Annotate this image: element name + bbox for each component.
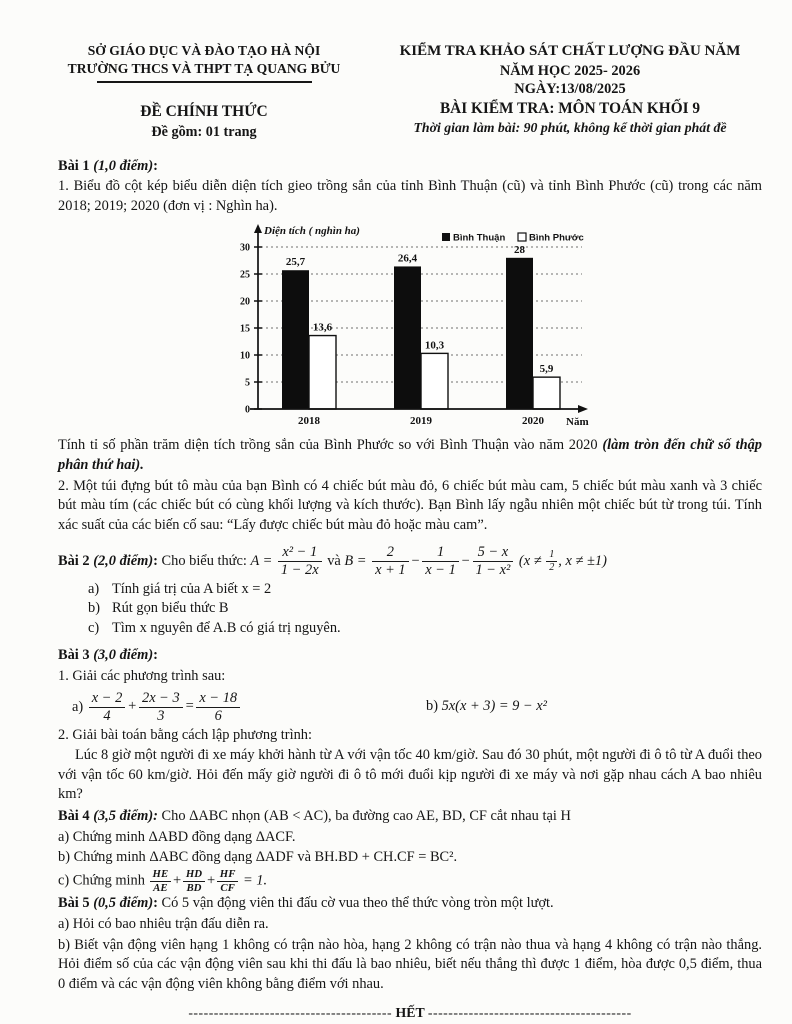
svg-text:25: 25: [240, 269, 250, 281]
fraction-3a2-den: 3: [139, 707, 183, 724]
header-left-block: [36, 42, 372, 143]
bai2-item-b: [88, 599, 762, 619]
fraction-B1-num: 2: [386, 544, 394, 561]
bai2-heading-line: [58, 545, 762, 578]
fraction-half-den: 2: [546, 561, 557, 573]
fraction-3a1: [89, 691, 126, 724]
svg-text:10,3: 10,3: [424, 339, 445, 352]
section-bai4: [58, 807, 762, 893]
fraction-B3-den: 1 − x²: [473, 561, 514, 578]
bai3-question1: 1. Giải các phương trình sau:: [58, 667, 226, 684]
svg-text:Diện tích ( nghìn ha): Diện tích ( nghìn ha): [264, 225, 360, 238]
bai1-question1: 1. Biểu đồ cột kép biểu diễn diện tích gieo trồng sắn của tỉnh Bình Thuận (cũ) và tỉnh Bình Phước (cũ) trong các năm 2018; 2019; 2020 (đơn vị : Nghìn ha).: [58, 178, 762, 214]
bai2-item-b-text: Rút gọn biểu thức B: [112, 600, 229, 617]
header-underline: [97, 81, 312, 83]
fraction-A: [278, 545, 322, 578]
end-marker: [58, 1004, 762, 1023]
fraction-B3-num: 5 − x: [477, 544, 509, 561]
fraction-3a3-den: 6: [196, 707, 240, 724]
bai4-label: Bài 4: [58, 808, 94, 825]
section-bai2: [58, 545, 762, 638]
fraction-3a2-num: 2x − 3: [142, 689, 180, 706]
fraction-3a1-den: 4: [89, 707, 126, 724]
official-exam-label: ĐỀ CHÍNH THỨC: [140, 103, 268, 121]
bai4-tail: = 1.: [239, 872, 268, 889]
bai4-plus1: +: [172, 872, 182, 889]
fraction-4c1: [150, 869, 172, 894]
formula-A-lhs: A =: [250, 553, 276, 570]
bai3-eq-a: [72, 691, 242, 724]
fraction-B2-den: x − 1: [422, 561, 459, 578]
svg-text:15: 15: [240, 323, 250, 335]
svg-text:26,4: 26,4: [397, 252, 418, 265]
fraction-B1-den: x + 1: [372, 561, 409, 578]
fraction-3a1-num: x − 2: [91, 689, 123, 706]
fraction-4c2-den: BD: [183, 881, 205, 894]
bai2-items: [58, 580, 762, 639]
fraction-3a3-num: x − 18: [199, 689, 238, 706]
bai2-item-a-tag: a): [88, 580, 100, 597]
svg-text:20: 20: [240, 296, 250, 308]
fraction-A-num: x² − 1: [282, 544, 318, 561]
svg-text:2020: 2020: [522, 415, 544, 428]
bai2-item-c-tag: c): [88, 619, 100, 636]
bai2-label: Bài 2: [58, 553, 94, 570]
bai2-item-a: [88, 580, 762, 600]
bai1-question2: 2. Một túi đựng bút tô màu của bạn Bình có 4 chiếc bút màu đỏ, 6 chiếc bút màu cam, 5 chiếc bút màu xanh và 3 chiếc bút màu tím (các chiếc bút có cùng khối lượng và kích thước). Bạn Bình lấy ngẫu nhiên một chiếc bút từ trong túi. Tính xác suất của các biến cố sau: “Lấy được chiếc bút màu đỏ hoặc màu cam”.: [58, 477, 762, 533]
bai2-intro: Cho biểu thức:: [161, 553, 251, 570]
bai3-points: (3,0 điểm): [93, 647, 154, 664]
exam-duration: Thời gian làm bài: 90 phút, không kể thời gian phát đề: [413, 119, 727, 135]
bai5-item-b: b) Biết vận động viên hạng 1 không có trận nào hòa, hạng 2 không có trận nào thua và hạng 4 không có trận nào thắng. Hỏi điểm số của các vận động viên sau khi thi đấu là bao nhiêu, biết nếu thắng thì được 1 điểm, hòa được 0,5 điểm, thua 0 điểm và các vận động viên không bằng điểm với nhau.: [58, 936, 762, 992]
bai3-eq-b: [426, 697, 547, 717]
fraction-3a3: [196, 691, 240, 724]
bai5-colon: :: [153, 895, 162, 912]
svg-text:25,7: 25,7: [285, 256, 306, 269]
department-name: SỞ GIÁO DỤC VÀ ĐÀO TẠO HÀ NỘI: [87, 43, 321, 58]
bai5-item-a: a) Hỏi có bao nhiêu trận đấu diễn ra.: [58, 915, 269, 932]
formula-B: [344, 544, 515, 579]
bai4-item-c: [58, 869, 762, 894]
fraction-3a2: [139, 691, 183, 724]
exam-subject: BÀI KIỂM TRA: MÔN TOÁN KHỐI 9: [439, 99, 701, 117]
bai4-intro: Cho ΔABC nhọn (AB < AC), ba đường cao AE, BD, CF cắt nhau tại H: [157, 808, 571, 825]
formula-B-minus2: −: [460, 553, 471, 570]
section-bai3: [58, 646, 762, 805]
svg-text:5: 5: [245, 377, 250, 389]
school-name: TRƯỜNG THCS VÀ THPT TẠ QUANG BỬU: [67, 60, 341, 76]
bai1-colon: :: [153, 157, 158, 174]
exam-body: [0, 143, 792, 1023]
bai3-eq-a-tag: a): [72, 698, 87, 715]
section-bai1: [58, 157, 762, 536]
bai3-plus: +: [127, 698, 137, 715]
svg-text:2019: 2019: [410, 415, 432, 428]
svg-text:30: 30: [240, 242, 250, 254]
fraction-B2-num: 1: [436, 544, 445, 561]
svg-text:Năm: Năm: [566, 416, 589, 429]
bai1-after-chart-text: Tính tỉ số phần trăm diện tích trồng sắn của Bình Phước so với Bình Thuận vào năm 2020: [58, 437, 603, 454]
fraction-half: [546, 550, 557, 573]
bai4-item-b: b) Chứng minh ΔABC đồng dạng ΔADF và BH.BD + CH.CF = BC².: [58, 849, 458, 866]
bar-chart-svg: [220, 221, 600, 433]
bai1-after-chart-note: (làm tròn đến chữ số thập phân thứ hai).: [58, 437, 762, 474]
fraction-4c1-den: AE: [150, 881, 172, 894]
formula-B-lhs: B =: [344, 553, 371, 570]
fraction-4c2-num: HD: [185, 867, 203, 880]
bai2-item-c-text: Tìm x nguyên để A.B có giá trị nguyên.: [112, 619, 341, 636]
header-right-block: [372, 42, 768, 143]
bai4-points: (3,5 điểm):: [93, 808, 158, 825]
fraction-4c3-den: CF: [217, 881, 239, 894]
page-count-label: Đề gồm: 01 trang: [151, 124, 257, 141]
bai3-equation-row: [58, 691, 762, 724]
bai3-label: Bài 3: [58, 647, 94, 664]
fraction-B1: [372, 545, 409, 578]
fraction-4c3-num: HF: [219, 867, 236, 880]
formula-B-minus1: −: [410, 553, 421, 570]
header: [0, 0, 792, 143]
bai1-points: (1,0 điểm): [93, 157, 154, 174]
fraction-half-num: 1: [549, 549, 555, 561]
bai2-item-c: [88, 619, 762, 639]
bai2-colon: :: [153, 553, 162, 570]
section-bai5: [58, 894, 762, 994]
fraction-B3: [473, 545, 514, 578]
bai3-eq-b-formula: 5x(x + 3) = 9 − x²: [441, 698, 547, 715]
svg-text:Bình Thuận: Bình Thuận: [453, 232, 506, 244]
bai3-colon: :: [153, 647, 158, 664]
bai4-item-a: a) Chứng minh ΔABD đồng dạng ΔACF.: [58, 828, 296, 845]
bai5-points: (0,5 điểm): [93, 895, 154, 912]
condition-open: (x ≠: [515, 553, 546, 570]
svg-text:0: 0: [245, 404, 250, 416]
svg-text:13,6: 13,6: [312, 322, 333, 335]
formula-condition: [515, 549, 607, 574]
svg-text:Bình Phước: Bình Phước: [529, 232, 584, 244]
end-label: HẾT: [392, 1005, 428, 1021]
bai4-heading: [58, 807, 762, 827]
bai3-question2: 2. Giải bài toán bằng cách lập phương trình:: [58, 726, 312, 743]
bai4-item-c-text: c) Chứng minh: [58, 872, 149, 889]
fraction-4c2: [183, 869, 205, 894]
bai4-plus2: +: [206, 872, 216, 889]
bai1-bar-chart: [220, 221, 600, 433]
end-dashes-right: ----------------------------------------: [427, 1005, 632, 1021]
svg-text:5,9: 5,9: [539, 363, 554, 376]
bai3-eq-b-tag: b): [426, 698, 442, 715]
bai1-label: Bài 1: [58, 157, 94, 174]
exam-title: KIỂM TRA KHẢO SÁT CHẤT LƯỢNG ĐẦU NĂM: [399, 43, 741, 59]
school-year: NĂM HỌC 2025- 2026: [499, 62, 641, 79]
bai2-item-b-tag: b): [88, 600, 100, 617]
bai1-after-chart: [58, 436, 762, 475]
bai2-points: (2,0 điểm): [93, 553, 154, 570]
fraction-4c3: [217, 869, 239, 894]
fraction-4c1-num: HE: [152, 867, 169, 880]
condition-close: , x ≠ ±1): [558, 553, 607, 570]
bai1-heading: [58, 157, 762, 177]
bai3-heading: [58, 646, 762, 666]
bai2-and: và: [323, 553, 345, 570]
bai2-item-a-text: Tính giá trị của A biết x = 2: [112, 580, 272, 597]
fraction-B2: [422, 545, 459, 578]
bai3-equals: =: [184, 698, 195, 715]
bai3-question2-body: Lúc 8 giờ một người đi xe máy khởi hành từ A với vận tốc 40 km/giờ. Sau đó 30 phút, một người đi ô tô từ A đuổi theo với vận tốc 60 km/giờ. Hỏi đến mấy giờ người đi ô tô mới đuổi kịp người đi xe máy và nơi gặp nhau cách A bao nhiêu km?: [58, 747, 762, 803]
fraction-A-den: 1 − 2x: [278, 561, 322, 578]
bai5-label: Bài 5: [58, 895, 94, 912]
svg-text:10: 10: [240, 350, 250, 362]
svg-text:2018: 2018: [298, 415, 320, 428]
end-dashes-left: ----------------------------------------: [188, 1005, 393, 1021]
svg-text:28: 28: [514, 244, 525, 257]
bai5-intro: Có 5 vận động viên thi đấu cờ vua theo thể thức vòng tròn một lượt.: [161, 895, 554, 912]
bai5-heading: [58, 894, 762, 914]
bai3-eq-a-formula: [87, 689, 242, 724]
exam-date: NGÀY:13/08/2025: [514, 81, 626, 98]
formula-A: [250, 544, 323, 579]
